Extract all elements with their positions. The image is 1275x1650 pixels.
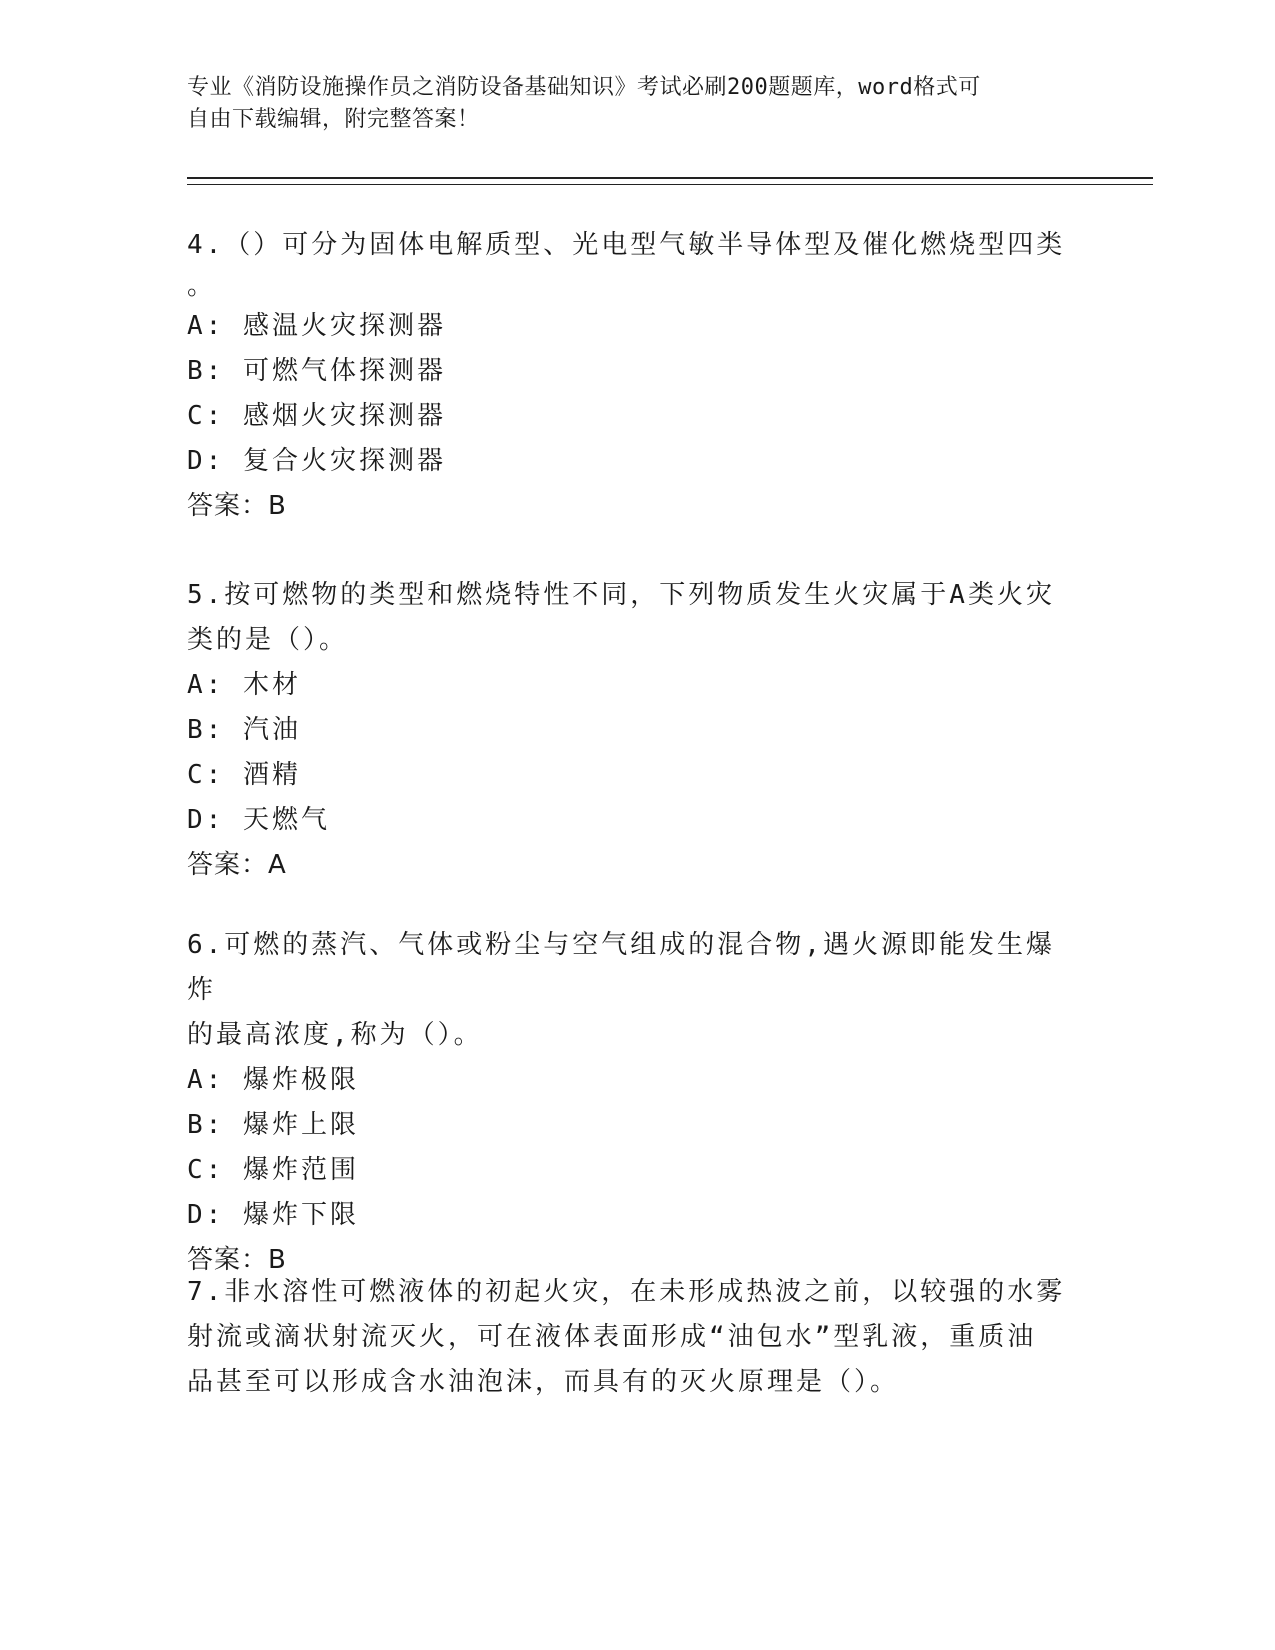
answer-line: 答案：A <box>187 850 287 880</box>
header-line-2: 自由下载编辑，附完整答案！ <box>187 107 480 132</box>
option-a: A: 感温火灾探测器 <box>187 311 446 341</box>
option-c: C: 爆炸范围 <box>187 1155 359 1185</box>
option-c: C: 感烟火灾探测器 <box>187 401 446 431</box>
question-text-line: 6.可燃的蒸汽、气体或粉尘与空气组成的混合物,遇火源即能发生爆炸 <box>187 930 1055 1005</box>
option-b: B: 汽油 <box>187 715 301 745</box>
answer-line: 答案：B <box>187 491 287 521</box>
question-5 <box>187 573 1067 888</box>
option-d: D: 天燃气 <box>187 805 330 835</box>
question-4 <box>187 223 1067 529</box>
question-text-line: 4.（）可分为固体电解质型、光电型气敏半导体型及催化燃烧型四类 <box>187 230 1066 260</box>
header-divider <box>187 177 1153 185</box>
question-text-line: 类的是（）。 <box>187 625 349 655</box>
question-text-line: 。 <box>187 271 217 301</box>
question-7 <box>187 1270 1067 1405</box>
answer-line: 答案：B <box>187 1245 287 1275</box>
question-6 <box>187 923 1067 1283</box>
question-text-line: 7.非水溶性可燃液体的初起火灾，在未形成热波之前，以较强的水雾 <box>187 1277 1066 1307</box>
header-line-1: 专业《消防设施操作员之消防设备基础知识》考试必刷200题题库，word格式可 <box>187 75 981 100</box>
option-b: B: 爆炸上限 <box>187 1110 359 1140</box>
question-text-line: 的最高浓度,称为（）。 <box>187 1020 483 1050</box>
document-header <box>187 72 1047 136</box>
option-a: A: 木材 <box>187 670 301 700</box>
question-text-line: 品甚至可以形成含水油泡沫，而具有的灭火原理是（）。 <box>187 1367 900 1397</box>
option-c: C: 酒精 <box>187 760 301 790</box>
option-d: D: 复合火灾探测器 <box>187 446 446 476</box>
option-d: D: 爆炸下限 <box>187 1200 359 1230</box>
option-b: B: 可燃气体探测器 <box>187 356 446 386</box>
option-a: A: 爆炸极限 <box>187 1065 359 1095</box>
question-text-line: 5.按可燃物的类型和燃烧特性不同，下列物质发生火灾属于A类火灾 <box>187 580 1055 610</box>
question-text-line: 射流或滴状射流灭火，可在液体表面形成“油包水”型乳液，重质油 <box>187 1322 1037 1352</box>
